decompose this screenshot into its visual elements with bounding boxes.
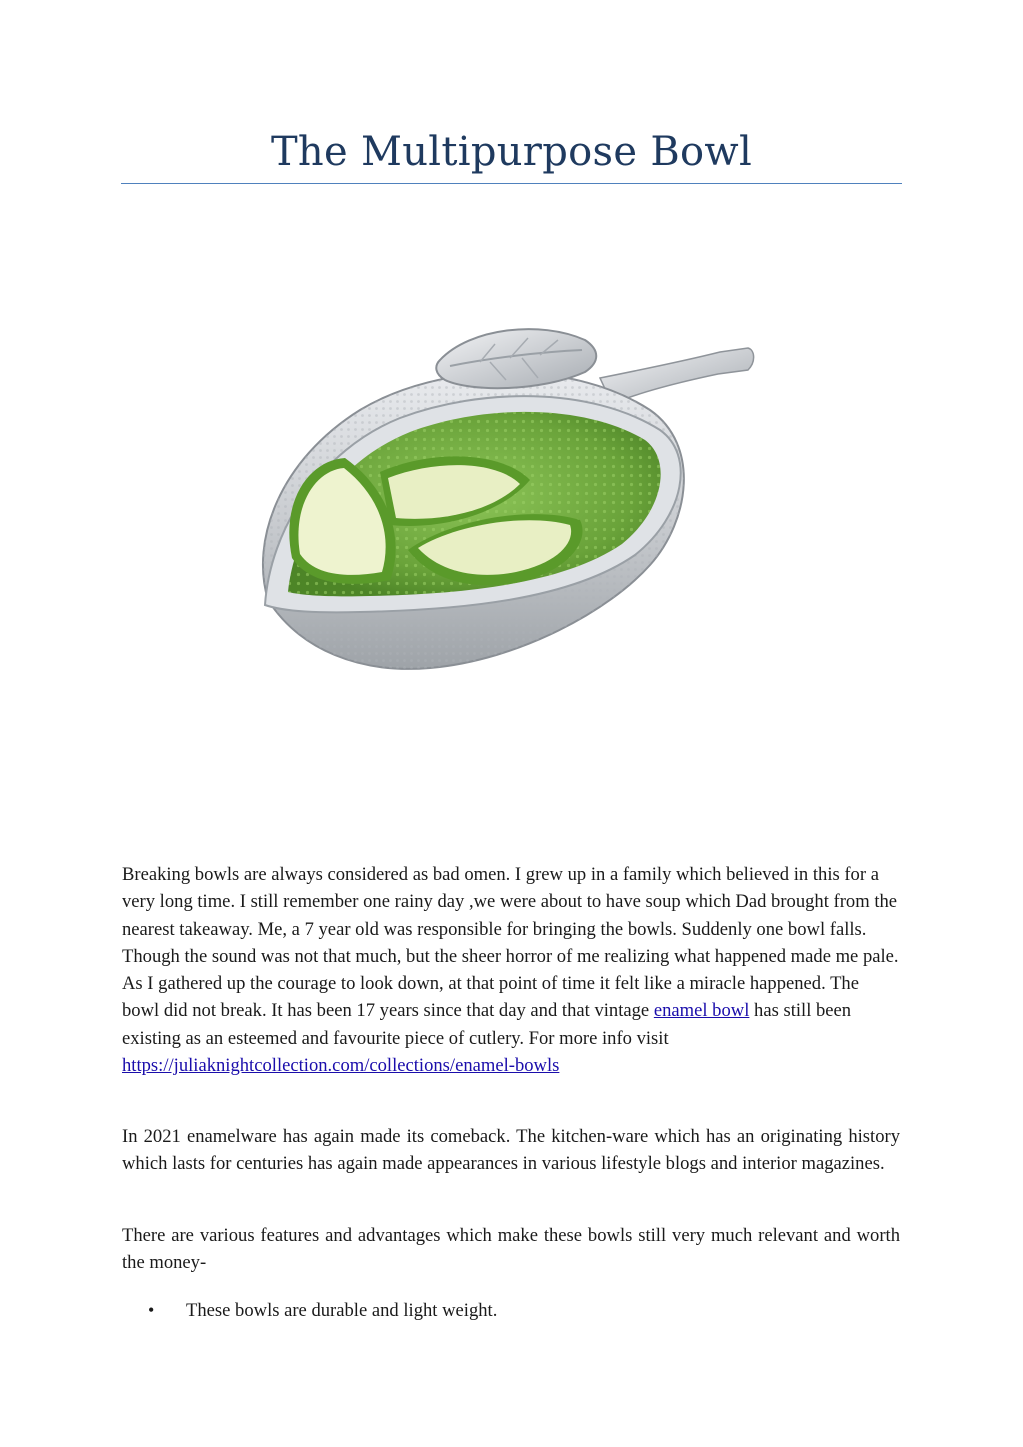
- list-item: [148, 1297, 497, 1324]
- paragraph-intro: [122, 861, 900, 1079]
- leaf-bowl-image: [240, 300, 780, 700]
- paragraph-intro-text-b: has still been existing as an esteemed and favourite piece of cutlery. For more info visit: [122, 1000, 852, 1049]
- enamel-bowl-link[interactable]: enamel bowl: [653, 1000, 750, 1022]
- leaf-bowl-illustration: [240, 300, 780, 700]
- paragraph-comeback: In 2021 enamelware has again made its comeback. The kitchen-ware which has an originating history which lasts for centuries has again made appearances in various lifestyle blogs and interior magazines.: [122, 1126, 900, 1175]
- paragraph-features: There are various features and advantages which make these bowls still very much relevant and worth the money-: [122, 1225, 900, 1274]
- collection-url-link[interactable]: https://juliaknightcollection.com/collections/enamel-bowls: [122, 1055, 560, 1077]
- list-item-text: These bowls are durable and light weight.: [186, 1300, 498, 1321]
- bullet-icon: •: [148, 1300, 155, 1320]
- page-title: The Multipurpose Bowl: [270, 129, 753, 175]
- title-underline: [121, 183, 902, 184]
- paragraph-intro-text-a: Breaking bowls are always considered as bad omen. I grew up in a family which believed in this for a very long time. I still remember one rainy day ,we were about to have soup which Dad brought from the nearest takeaway. Me, a 7 year old was responsible for bringing the bowls. Suddenly one bowl falls. Though the sound was not that much, but the sheer horror of me realizing what happened made me pale. As I gathered up the courage to look down, at that point of time it felt like a miracle happened. The bowl did not break. It has been 17 years since that day and that vintage: [122, 864, 899, 1022]
